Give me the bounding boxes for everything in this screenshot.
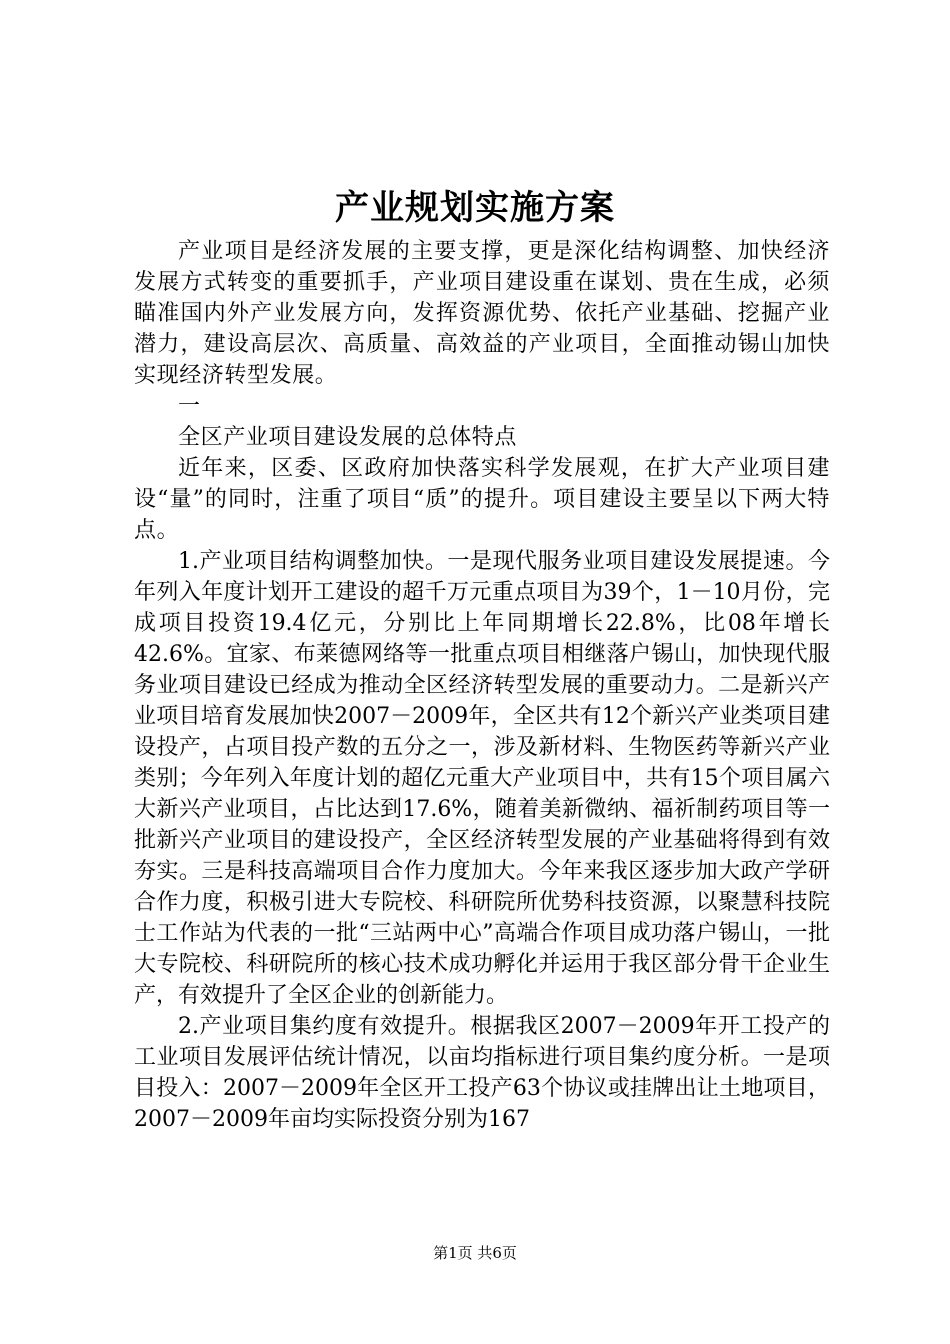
section-heading: 全区产业项目建设发展的总体特点 [178,425,518,450]
overview-paragraph: 近年来，区委、区政府加快落实科学发展观，在扩大产业项目建设“量”的同时，注重了项目“质”的提升。项目建设主要呈以下两大特点。 [134,456,830,543]
document-title: 产业规划实施方案 [335,188,615,228]
document-body [134,236,830,1135]
point-2-paragraph: 2.产业项目集约度有效提升。根据我区2007－2009年开工投产的工业项目发展评估统计情况，以亩均指标进行项目集约度分析。一是项目投入：2007－2009年全区开工投产63个协议或挂牌出让土地项目，2007－2009年亩均实际投资分别为167 [134,1014,830,1132]
page-footer: 第1页 共6页 [433,1244,517,1262]
point-1-paragraph: 1.产业项目结构调整加快。一是现代服务业项目建设发展提速。今年列入年度计划开工建设的超千万元重点项目为39个，1－10月份，完成项目投资19.4亿元，分别比上年同期增长22.8%，比08年增长42.6%。宜家、布莱德网络等一批重点项目相继落户锡山，加快现代服务业项目建设已经成为推动全区经济转型发展的重要动力。二是新兴产业项目培育发展加快2007－2009年，全区共有12个新兴产业类项目建设投产，占项目投产数的五分之一，涉及新材料、生物医药等新兴产业类别；今年列入年度计划的超亿元重大产业项目中，共有15个项目属六大新兴产业项目，占比达到17.6%，随着美新微纳、福祈制药项目等一批新兴产业项目的建设投产，全区经济转型发展的产业基础将得到有效夯实。三是科技高端项目合作力度加大。今年来我区逐步加大政产学研合作力度，积极引进大专院校、科研院所优势科技资源，以聚慧科技院士工作站为代表的一批“三站两中心”高端合作项目成功落户锡山，一批大专院校、科研院所的核心技术成功孵化并运用于我区部分骨干企业生产，有效提升了全区企业的创新能力。 [134,549,830,1008]
section-number: 一 [178,394,201,419]
intro-paragraph: 产业项目是经济发展的主要支撑，更是深化结构调整、加快经济发展方式转变的重要抓手，产业项目建设重在谋划、贵在生成，必须瞄准国内外产业发展方向，发挥资源优势、依托产业基础、挖掘产业潜力，建设高层次、高质量、高效益的产业项目，全面推动锡山加快实现经济转型发展。 [134,239,830,388]
